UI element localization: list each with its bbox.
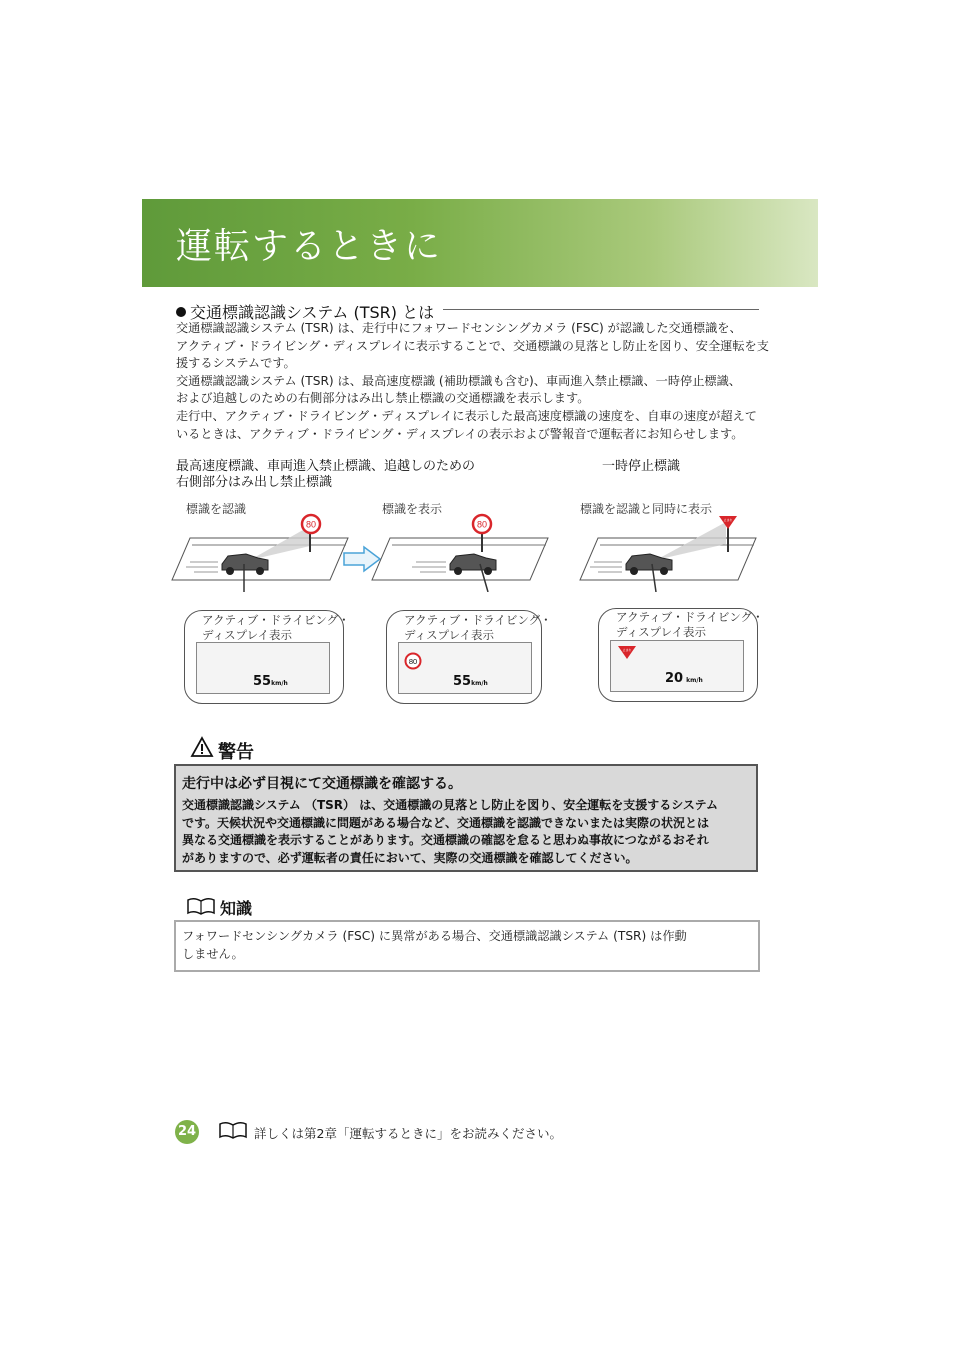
- panel-sign-value: 80: [408, 657, 418, 666]
- page-title: 運転するときに: [176, 226, 443, 267]
- panel-label-line: ディスプレイ表示: [202, 628, 293, 642]
- diagram-caption-right: 一時停止標識: [602, 459, 681, 474]
- knowledge-line: しません。: [182, 946, 244, 961]
- section-body: [176, 320, 776, 443]
- footer-reference: 詳しくは第2章「運転するときに」をお読みください。: [254, 1126, 562, 1141]
- stop-sign-text: 止まれ: [723, 518, 733, 522]
- sign-value: 80: [476, 519, 488, 530]
- knowledge-body: [182, 928, 752, 963]
- stop-sign-icon: [616, 644, 638, 660]
- step-label-simultaneous: 標識を認識と同時に表示: [580, 502, 713, 516]
- body-line: アクティブ・ドライビング・ディスプレイに表示することで、交通標識の見落とし防止を図り、安全運転を支: [176, 338, 769, 353]
- road-scene-display: [370, 512, 550, 592]
- speed-unit: km/h: [686, 677, 703, 684]
- warning-line: です。天候状況や交通標識に問題がある場合など、交通標識を認識できないまたは実際の状況とは: [182, 815, 710, 830]
- book-icon: [186, 896, 216, 916]
- stop-sign-text: 止まれ: [622, 648, 632, 652]
- sign-value: 80: [305, 519, 317, 530]
- speed-unit: km/h: [271, 680, 288, 687]
- warning-title: 警告: [218, 742, 254, 763]
- panel-label-line: ディスプレイ表示: [404, 628, 495, 642]
- road-scene-recognize: [170, 512, 350, 592]
- speed-sign-icon: [473, 515, 491, 533]
- speed-value: 20: [665, 671, 684, 686]
- speed-value: 55: [253, 674, 272, 689]
- warning-body: [182, 797, 752, 867]
- speed-sign-icon: [302, 515, 320, 533]
- speed-readout-1: [253, 670, 288, 689]
- book-icon: [218, 1120, 248, 1140]
- caption-line: 右側部分はみ出し禁止標識: [176, 475, 333, 490]
- page-number: 24: [175, 1120, 199, 1144]
- bullet-icon: [176, 307, 186, 317]
- caption-line: 最高速度標識、車両進入禁止標識、追越しのための: [176, 459, 476, 474]
- body-line: 交通標識認識システム (TSR) は、走行中にフォワードセンシングカメラ (FSC) が認識した交通標識を、: [176, 321, 742, 335]
- speed-unit: km/h: [471, 680, 488, 687]
- panel-label: [202, 613, 350, 643]
- warning-headline: 走行中は必ず目視にて交通標識を確認する。: [182, 776, 462, 792]
- panel-label-line: アクティブ・ドライビング・: [404, 613, 552, 627]
- body-line: および追越しのための右側部分はみ出し禁止標識の交通標識を表示します。: [176, 391, 590, 406]
- road-scene-stop: [578, 512, 758, 592]
- warning-line: 交通標識認識システム （TSR） は、交通標識の見落とし防止を図り、安全運転を支援するシステム: [182, 798, 719, 812]
- panel-label: [616, 610, 764, 640]
- warning-line: 異なる交通標識を表示することがあります。交通標識の確認を怠ると思わぬ事故につながるおそれ: [182, 833, 709, 847]
- step-label-recognize: 標識を認識: [186, 502, 247, 516]
- knowledge-title: 知識: [220, 899, 253, 918]
- body-line: 援するシステムです。: [176, 356, 296, 371]
- step-label-display: 標識を表示: [382, 502, 443, 516]
- knowledge-line: フォワードセンシングカメラ (FSC) に異常がある場合、交通標識認識システム (TSR) は作動: [182, 929, 687, 943]
- section-heading-text: 交通標識認識システム (TSR) とは: [190, 303, 435, 322]
- body-line: 走行中、アクティブ・ドライビング・ディスプレイに表示した最高速度標識の速度を、自車の速度が超えて: [176, 408, 757, 423]
- speed-readout-2: [453, 670, 488, 689]
- panel-label-line: アクティブ・ドライビング・: [616, 610, 764, 624]
- body-line: 交通標識認識システム (TSR) は、最高速度標識 (補助標識も含む)、車両進入禁止標識、一時停止標識、: [176, 373, 741, 388]
- panel-label-line: ディスプレイ表示: [616, 625, 707, 639]
- warning-line: がありますので、必ず運転者の責任において、実際の交通標識を確認してください。: [182, 850, 638, 865]
- speed-sign-icon: [404, 652, 422, 670]
- panel-label: [404, 613, 552, 643]
- speed-readout-3: [665, 667, 703, 686]
- warning-icon: [190, 736, 214, 758]
- diagram-caption-left: [176, 459, 475, 491]
- speed-value: 55: [453, 674, 472, 689]
- panel-label-line: アクティブ・ドライビング・: [202, 613, 350, 627]
- body-line: いるときは、アクティブ・ドライビング・ディスプレイの表示および警報音で運転者にお知らせします。: [176, 426, 744, 441]
- heading-rule: [443, 309, 759, 310]
